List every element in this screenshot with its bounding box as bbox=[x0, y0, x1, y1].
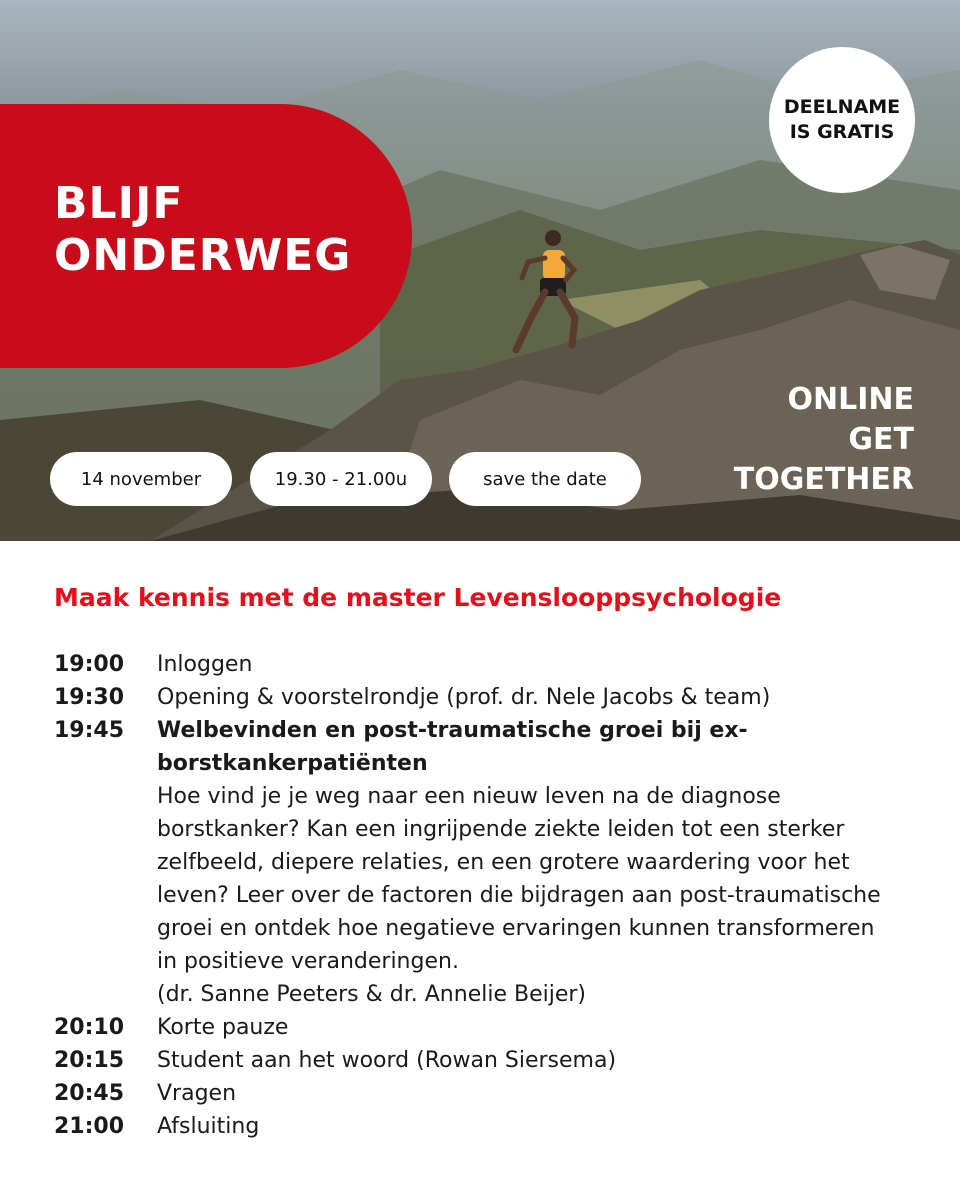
program-subtitle: Maak kennis met de master Levenslooppsychologie bbox=[54, 583, 782, 612]
schedule-time: 20:45 bbox=[54, 1081, 125, 1106]
side-line-1: ONLINE bbox=[787, 382, 914, 417]
schedule-text: Vragen bbox=[157, 1081, 237, 1106]
schedule-text: Opening & voorstelrondje (prof. dr. Nele Jacobs & team) bbox=[157, 685, 771, 710]
schedule-time: 20:15 bbox=[54, 1048, 125, 1073]
schedule-row bbox=[54, 1011, 934, 1044]
event-title bbox=[54, 178, 351, 282]
lecture-description: Hoe vind je je weg naar een nieuw leven na de diagnose borstkanker? Kan een ingrijpende ziekte leiden tot een sterker zelfbeeld, diepere relaties, en een grotere waardering voor het leven? Leer over de factoren die bijdragen aan post-traumatische groei en ontdek hoe negatieve ervaringen kunnen transformeren in positieve veranderingen. bbox=[157, 784, 881, 974]
schedule-time: 20:10 bbox=[54, 1015, 125, 1040]
lecture-speakers: (dr. Sanne Peeters & dr. Annelie Beijer) bbox=[157, 982, 586, 1007]
schedule-row bbox=[54, 1044, 934, 1077]
schedule-time: 19:00 bbox=[54, 652, 125, 677]
event-title-line-2: ONDERWEG bbox=[54, 230, 352, 281]
schedule-text: Afsluiting bbox=[157, 1114, 260, 1139]
schedule-row bbox=[54, 1077, 934, 1110]
schedule-list bbox=[54, 648, 934, 1143]
badge-line-2: IS GRATIS bbox=[789, 121, 895, 143]
schedule-row bbox=[54, 1110, 934, 1143]
time-pill: 19.30 - 21.00u bbox=[250, 452, 432, 506]
side-line-3: TOGETHER bbox=[733, 462, 914, 497]
event-title-line-1: BLIJF bbox=[54, 178, 184, 229]
schedule-time: 21:00 bbox=[54, 1114, 125, 1139]
schedule-row bbox=[54, 648, 934, 681]
online-get-together-label bbox=[734, 380, 914, 500]
save-the-date-pill: save the date bbox=[449, 452, 641, 506]
hero-banner bbox=[0, 0, 960, 541]
lecture-title: Welbevinden en post-traumatische groei bij ex-borstkankerpatiënten bbox=[157, 718, 748, 776]
schedule-row bbox=[54, 714, 934, 1011]
badge-line-1: DEELNAME bbox=[783, 96, 901, 118]
schedule-time: 19:30 bbox=[54, 685, 125, 710]
schedule-text: Korte pauze bbox=[157, 1015, 289, 1040]
schedule-text: Inloggen bbox=[157, 652, 253, 677]
schedule-row bbox=[54, 681, 934, 714]
schedule-lecture bbox=[157, 714, 934, 1011]
date-pill: 14 november bbox=[50, 452, 232, 506]
schedule-time: 19:45 bbox=[54, 718, 125, 743]
free-participation-badge bbox=[769, 47, 915, 193]
side-line-2: GET bbox=[848, 422, 914, 457]
schedule-text: Student aan het woord (Rowan Siersema) bbox=[157, 1048, 617, 1073]
